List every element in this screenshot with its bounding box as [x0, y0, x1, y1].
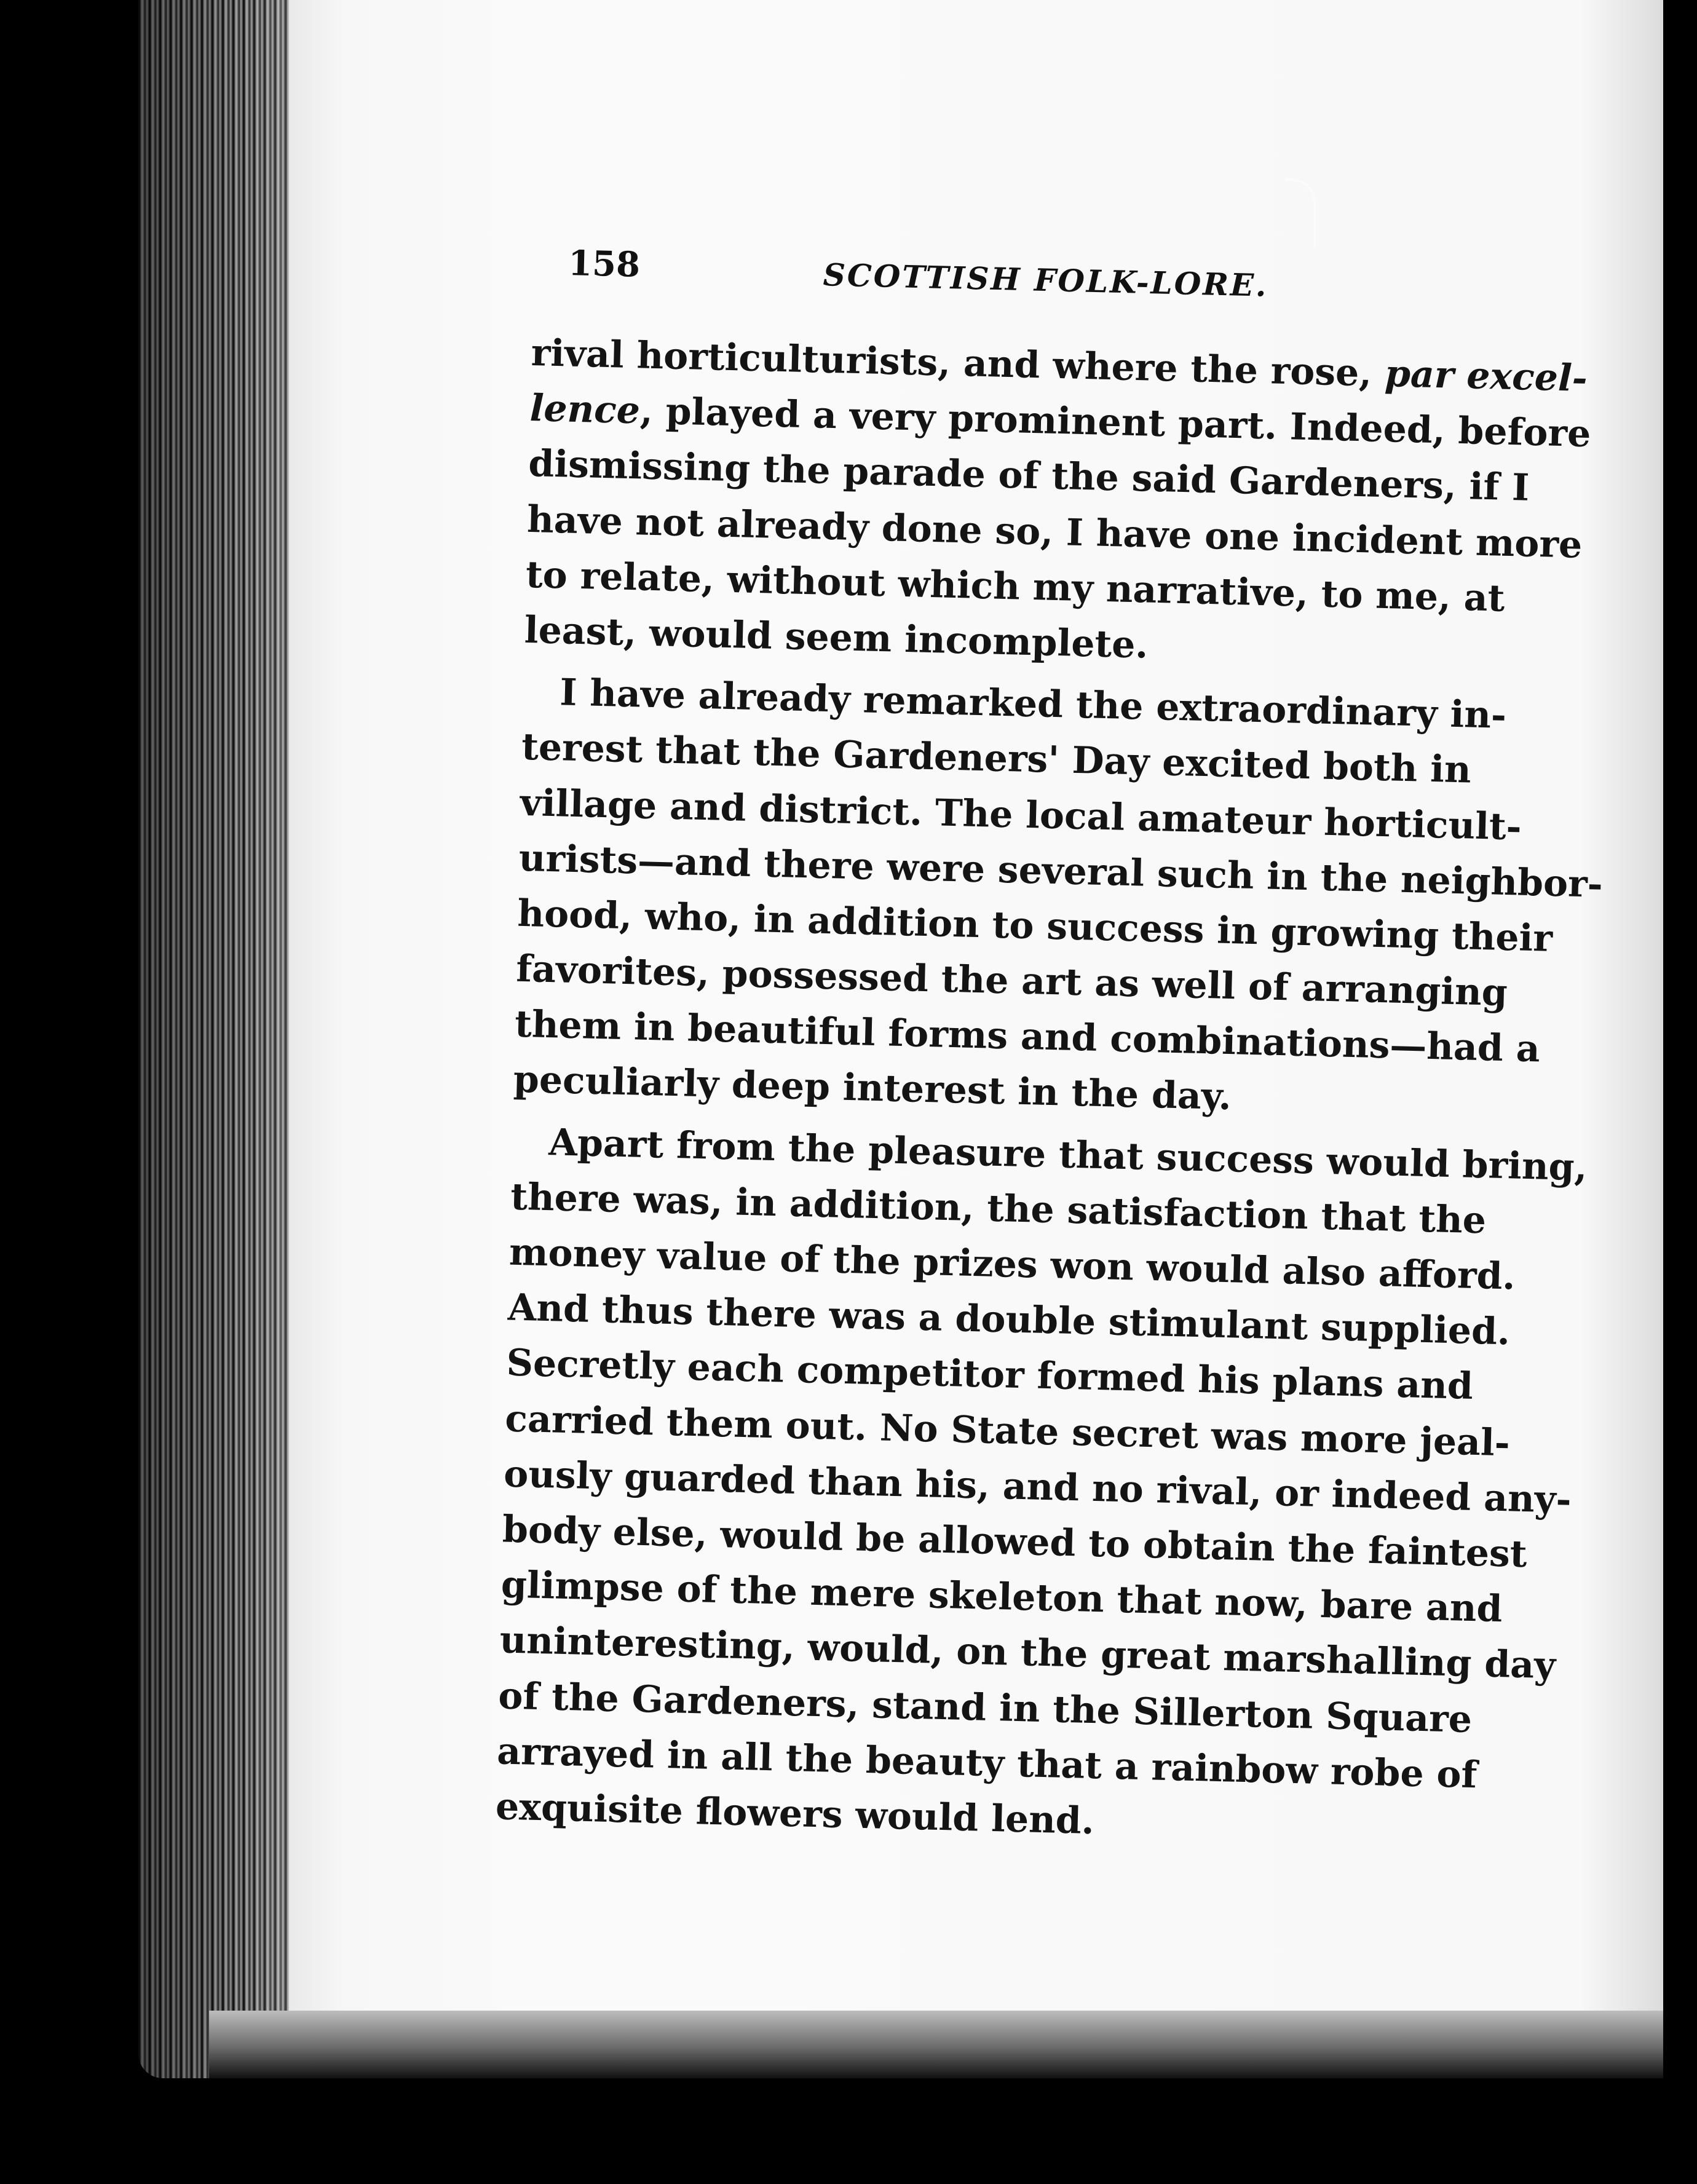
text-line: peculiarly deep interest in the day. [513, 1058, 1232, 1119]
text-line: urists—and there were several such in the neighbor- [518, 836, 1604, 906]
text-line: there was, in addition, the satisfaction that the [510, 1175, 1487, 1243]
scan-artifact-mark [1285, 178, 1316, 248]
running-head-title: SCOTTISH FOLK-LORE. [823, 256, 1269, 304]
body-text [495, 325, 1604, 1857]
text-line: Secretly each competitor formed his plans and [505, 1341, 1474, 1409]
text-line: to relate, without which my narrative, to me, at [525, 553, 1506, 620]
text-line: of the Gardeners, stand in the Sillerton Square [497, 1674, 1473, 1741]
text-line: hood, who, in addition to success in growing their [516, 892, 1553, 960]
text-run: rival horticulturists, and where the rose, [531, 331, 1385, 395]
text-line: body else, would be allowed to obtain the faintest [502, 1508, 1528, 1577]
paragraph-1 [524, 325, 1592, 681]
paragraph-2 [513, 664, 1604, 1130]
text-line: favorites, possessed the art as well of arranging [515, 947, 1508, 1015]
text-line: village and district. The local amateur horticult- [520, 781, 1522, 849]
text-line: carried them out. No State secret was more jeal- [504, 1397, 1511, 1465]
text-line: least, would seem incomplete. [524, 608, 1149, 667]
text-run: , played a very prominent part. Indeed, before [639, 389, 1592, 456]
text-line: money value of the prizes won would also afford. [508, 1230, 1516, 1299]
text-line: dismissing the parade of the said Gardeners, if I [528, 442, 1530, 510]
text-line: ously guarded than his, and no rival, or indeed any- [503, 1452, 1572, 1522]
text-line: Apart from the pleasure that success would bring, [548, 1120, 1588, 1189]
scan-border [1663, 0, 1697, 2184]
italic-phrase: lence [529, 387, 641, 433]
italic-phrase: par excel- [1384, 352, 1588, 400]
text-line: And thus there was a double stimulant supplied. [507, 1286, 1511, 1354]
page-bottom-shadow [209, 2011, 1672, 2078]
text-line: arrayed in all the beauty that a rainbow robe of [496, 1730, 1478, 1797]
text-line: them in beautiful forms and combinations—had a [514, 1002, 1541, 1071]
text-line: glimpse of the mere skeleton that now, bare and [500, 1563, 1503, 1631]
paragraph-3 [495, 1114, 1588, 1857]
text-line: I have already remarked the extraordinary in- [559, 671, 1507, 738]
text-line: have not already done so, I have one incident more [526, 497, 1583, 567]
page-number: 158 [568, 243, 641, 285]
text-line: uninteresting, would, on the great marshalling day [499, 1618, 1556, 1688]
text-line: terest that the Gardeners' Day excited both in [521, 726, 1472, 792]
text-line: exquisite flowers would lend. [495, 1785, 1095, 1843]
